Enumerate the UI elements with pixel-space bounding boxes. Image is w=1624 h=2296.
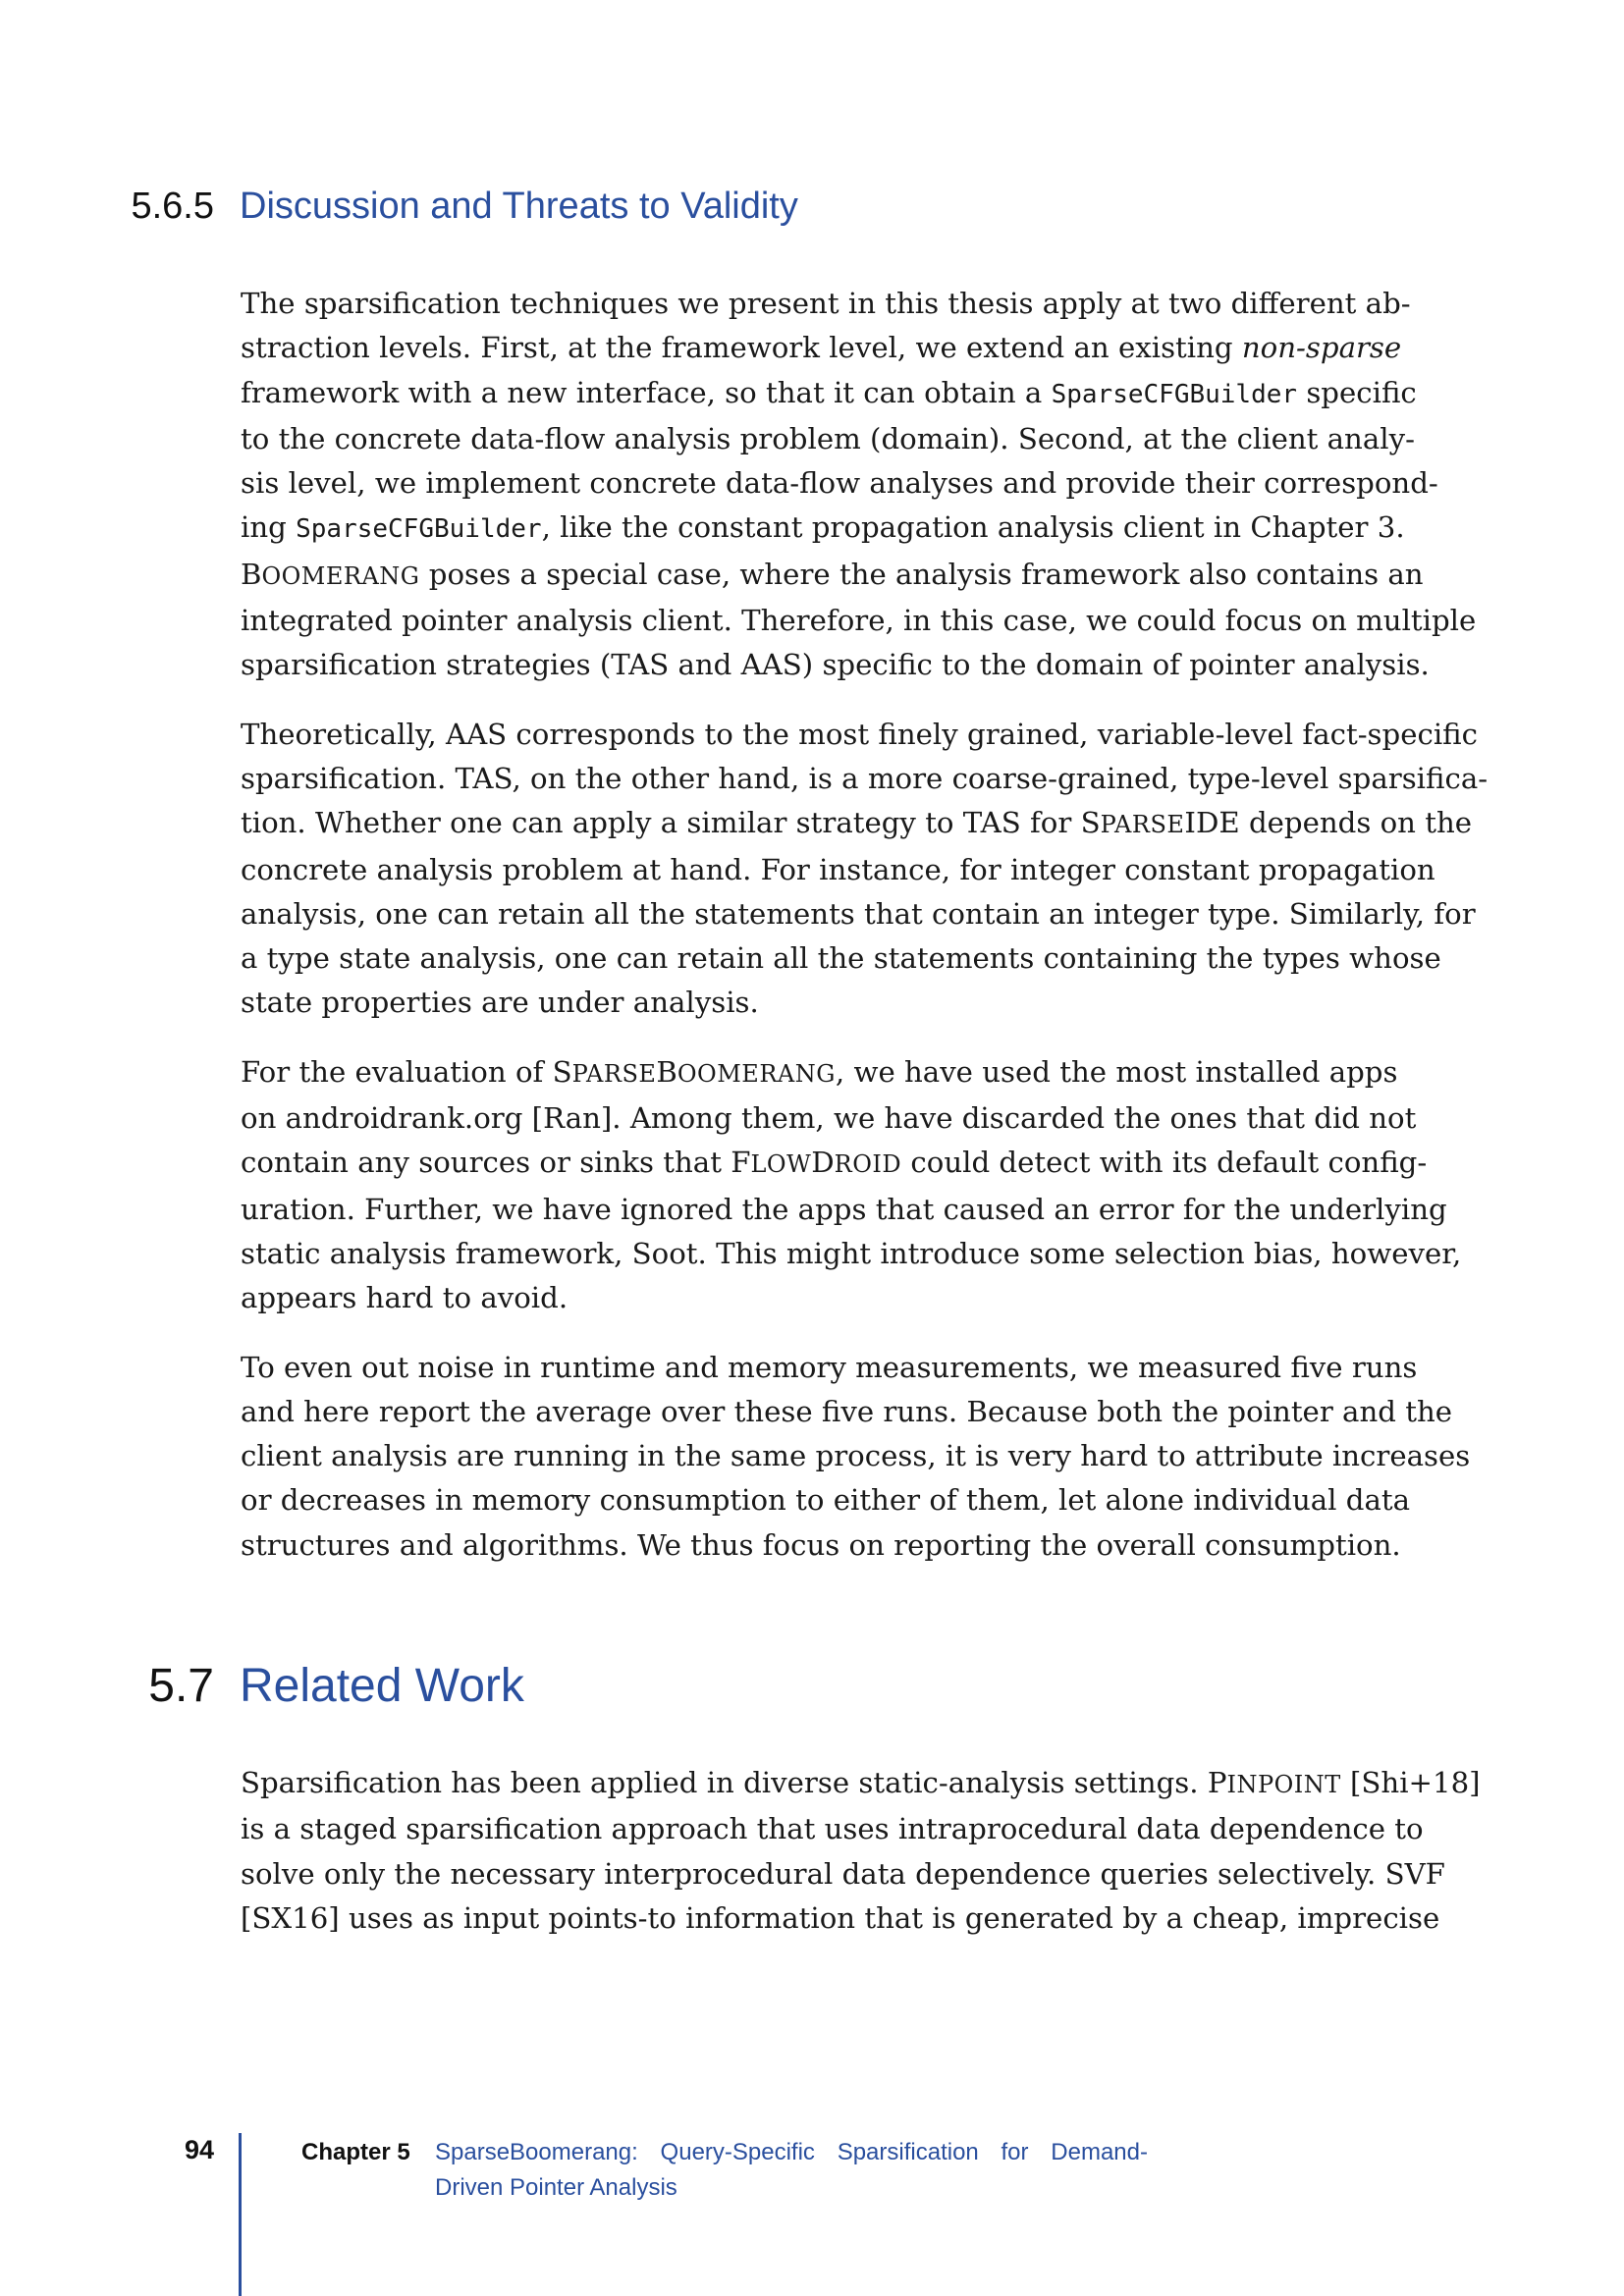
text-line: tion. Whether one can apply a similar strategy to TAS for SPARSEIDE depends on the (241, 806, 1473, 840)
text-line: ing SparseCFGBuilder, like the constant propagation analysis client in Chapter 3. (241, 510, 1405, 545)
section-title: Discussion and Threats to Validity (240, 186, 798, 227)
small-caps-name: SPARSEBOOMERANG (552, 1054, 836, 1089)
text-line: Theoretically, AAS corresponds to the most finely grained, variable-level fact-specific (241, 717, 1478, 751)
text-line: a type state analysis, one can retain all the statements containing the types whose (241, 941, 1441, 976)
text-line: For the evaluation of SPARSEBOOMERANG, we have used the most installed apps (241, 1054, 1398, 1089)
text-line: structures and algorithms. We thus focus on reporting the overall consumption. (241, 1527, 1401, 1562)
text-line: analysis, one can retain all the statements that contain an integer type. Similarly, for (241, 896, 1476, 931)
text-line: appears hard to avoid. (241, 1281, 568, 1315)
section-title: Related Work (240, 1660, 524, 1712)
chapter-title (435, 2135, 1148, 2206)
small-caps-name: BOOMERANG (241, 557, 420, 591)
paragraph (241, 1761, 1481, 1941)
text-line: uration. Further, we have ignored the apps that caused an error for the underlying (241, 1192, 1447, 1226)
text-line: contain any sources or sinks that FLOWDROID could detect with its default config- (241, 1146, 1428, 1180)
text-line: and here report the average over these five runs. Because both the pointer and the (241, 1394, 1453, 1428)
text-line: sis level, we implement concrete data-flow analyses and provide their correspond- (241, 466, 1438, 501)
text-line: is a staged sparsification approach that uses intraprocedural data dependence to (241, 1812, 1424, 1846)
text-line: The sparsification techniques we present in this thesis apply at two different ab- (241, 287, 1411, 320)
text-line: static analysis framework, Soot. This might introduce some selection bias, however, (241, 1236, 1462, 1270)
text-line: [SX16] uses as input points-to information that is generated by a cheap, imprecise (241, 1900, 1440, 1935)
section-number: 5.7 (148, 1660, 214, 1712)
code-identifier: SparseCFGBuilder (1051, 379, 1298, 409)
section-number: 5.6.5 (131, 186, 214, 227)
text-line: framework with a new interface, so that it can obtain a SparseCFGBuilder specific (241, 375, 1417, 409)
footer-divider (239, 2133, 242, 2296)
text-line: concrete analysis problem at hand. For instance, for integer constant propagation (241, 852, 1435, 886)
small-caps-name: PINPOINT (1207, 1766, 1341, 1799)
text-line: sparsification strategies (TAS and AAS) specific to the domain of pointer analysis. (241, 648, 1430, 682)
paragraph (241, 282, 1477, 688)
text-line: BOOMERANG poses a special case, where the analysis framework also contains an (241, 557, 1424, 591)
paragraph (241, 713, 1489, 1026)
text-line: solve only the necessary interprocedural data dependence queries selectively. SVF (241, 1856, 1445, 1891)
text-line: To even out noise in runtime and memory measurements, we measured five runs (241, 1350, 1418, 1384)
text-line: state properties are under analysis. (241, 986, 759, 1020)
paragraph (241, 1346, 1471, 1568)
small-caps-name: FLOWDROID (731, 1146, 902, 1180)
chapter-title-line: Driven Pointer Analysis (435, 2174, 677, 2201)
chapter-title-line: SparseBoomerang: Query-Specific Sparsification for Demand- (435, 2139, 1148, 2165)
text-line: sparsification. TAS, on the other hand, is a more coarse-grained, type-level sparsifica- (241, 761, 1489, 795)
section-body (241, 282, 1489, 1592)
page-number: 94 (184, 2135, 214, 2164)
section-body (241, 1761, 1481, 1965)
chapter-label: Chapter 5 (301, 2139, 410, 2165)
code-identifier: SparseCFGBuilder (296, 514, 542, 545)
text-line: integrated pointer analysis client. Therefore, in this case, we could focus on multiple (241, 604, 1477, 638)
text-line: on androidrank.org [Ran]. Among them, we have discarded the ones that did not (241, 1101, 1417, 1136)
text-line: straction levels. First, at the framework level, we extend an existing non-sparse (241, 331, 1402, 365)
small-caps-name: SPARSEIDE (1080, 806, 1240, 840)
emphasis: non-sparse (1241, 331, 1402, 365)
text-line: client analysis are running in the same process, it is very hard to attribute increases (241, 1439, 1471, 1473)
text-line: Sparsification has been applied in diverse static-analysis settings. PINPOINT [Shi+18] (241, 1766, 1481, 1799)
text-line: to the concrete data-flow analysis problem (domain). Second, at the client analy- (241, 421, 1415, 455)
paragraph (241, 1050, 1462, 1321)
text-line: or decreases in memory consumption to either of them, let alone individual data (241, 1483, 1411, 1518)
